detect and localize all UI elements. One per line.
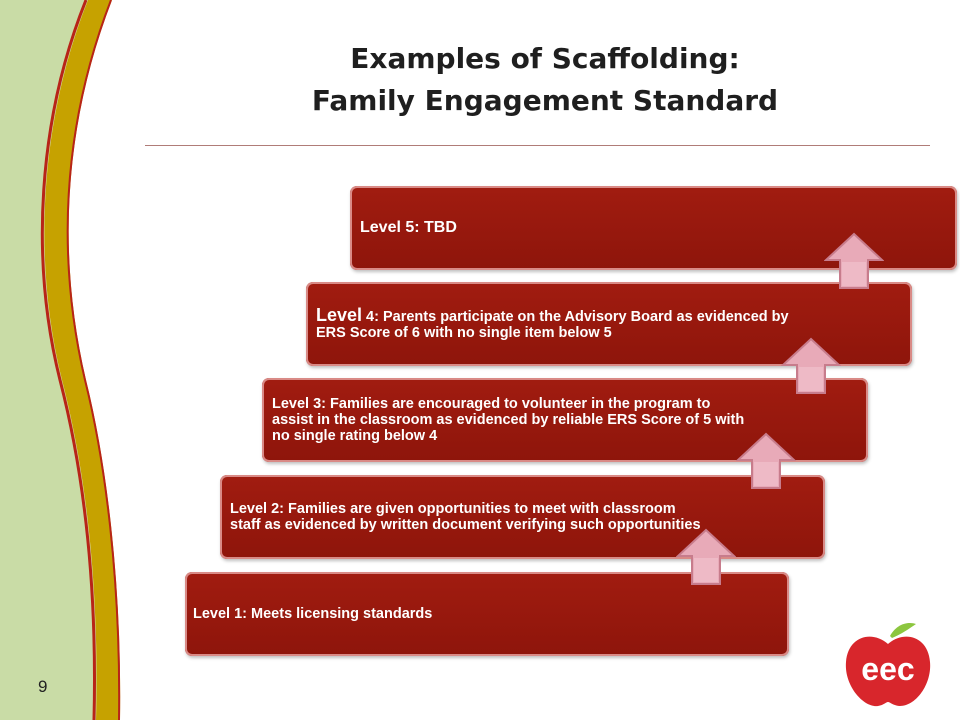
title-divider <box>145 145 930 146</box>
level-4-text: Parents participate on the Advisory Board as evidenced by ERS Score of 6 with no single item below 5 <box>316 309 789 341</box>
decorative-side-band <box>0 0 140 720</box>
up-arrow-icon <box>676 528 736 586</box>
level-4-label <box>316 307 802 341</box>
page-title <box>140 38 950 122</box>
level-5-label: Level 5: TBD <box>360 219 457 236</box>
level-4-number: 4: <box>362 309 379 325</box>
level-4-prefix: Level <box>316 305 363 325</box>
page-number: 9 <box>38 677 48 696</box>
level-2-label: Level 2: Families are given opportunities to meet with classroom staff as evidenced by written document verifying such opportunities <box>230 501 701 533</box>
apple-logo-icon <box>842 618 934 710</box>
title-line-1: Examples of Scaffolding: <box>350 42 740 75</box>
svg-text:eec: eec <box>861 651 915 687</box>
up-arrow-icon <box>781 337 841 395</box>
up-arrow-icon <box>736 432 796 490</box>
level-3-label: Level 3: Families are encouraged to volunteer in the program to assist in the classroom as evidenced by reliable ERS Score of 5 with no single rating below 4 <box>272 396 745 444</box>
title-line-2: Family Engagement Standard <box>311 84 779 117</box>
up-arrow-icon <box>824 232 884 290</box>
level-1-label: Level 1: Meets licensing standards <box>193 606 433 622</box>
